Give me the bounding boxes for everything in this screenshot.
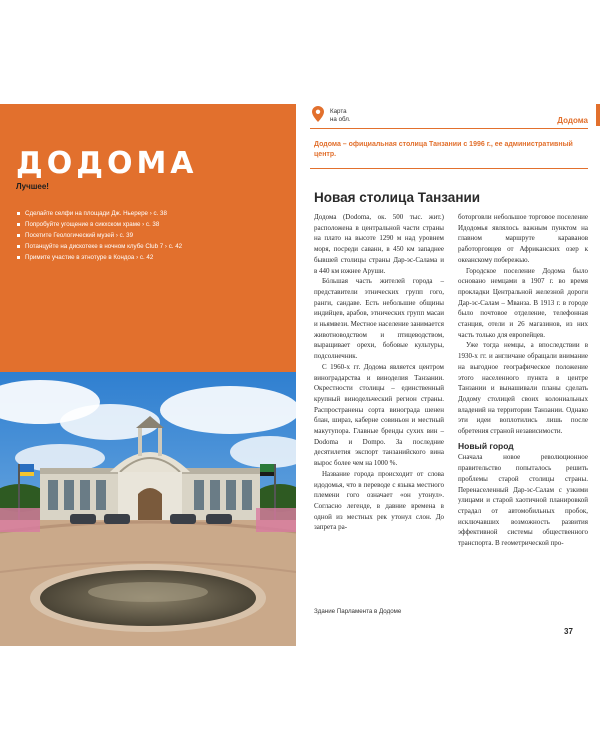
intro-text: Додома – официальная столица Танзании с 1996 г., ее административный центр. — [314, 141, 573, 158]
paragraph: Городское поселение Додома было основано немцами в 1907 г. во время прокладки Центральной железной дороги Дар-эс-Салам – Мванза. В 1913 г. в городе было почтовое отделение, телефонная станция, отели и 26 магазинов, из них часть только для европейцев. — [458, 266, 588, 339]
best-item: Потанцуйте на дискотеке в ночном клубе Club 7 › с. 42 — [16, 241, 182, 252]
text-column-left — [314, 212, 444, 642]
left-page — [0, 104, 296, 646]
parliament-photo — [0, 372, 296, 646]
intro-rule — [310, 168, 588, 169]
text-column-right — [458, 212, 588, 642]
paragraph: Додома (Dodoma, ок. 500 тыс. жит.) расположена в центральной части страны на плато на высоте 1290 м над уровнем моря, посреди саванн, в 450 км западнее бывшей столицы страны Дар-эс-Салама и в 440 км южнее Аруши. — [314, 213, 444, 275]
map-pin-icon — [312, 106, 324, 122]
edge-tab — [596, 104, 600, 126]
paragraph: Бóльшая часть жителей города – представители этнических групп гого, ранги, сандаве. Есть небольшие общины индийцев, арабов, этнических групп масаи и ньямвези. Местное население занимается животноводством и птицеводством, выращивает орехи, бобовые культуры, подсолнечник. — [314, 277, 444, 361]
best-item: Сделайте селфи на площади Дж. Ньерере › с. 38 — [16, 208, 182, 219]
best-item: Попробуйте угощение в сикхском храме › с. 38 — [16, 219, 182, 230]
city-title: ДОДОМА — [16, 146, 198, 181]
right-page — [310, 104, 592, 646]
paragraph: С 1960-х гг. Додома является центром виноградарства и виноделия Танзании. Окрестности столицы – единственный крупный винодельческий регион страны. Распространены сорта винограда шенен блан, шираз, каберне совиньон и местный макутупора. Главные бренды сухих вин – Dodoma и Dompo. За последние десятилетия экспорт танзанийского вина вырос более чем на 1000 %. — [314, 362, 444, 468]
map-reference-label: Карта на обл. — [330, 108, 351, 123]
best-item: Примите участие в этнотуре в Кондоа › с. 42 — [16, 252, 182, 263]
best-heading: Лучшее! — [16, 182, 49, 191]
header-rule — [310, 128, 588, 129]
section-title: Новая столица Танзании — [314, 190, 481, 205]
paragraph: боторговли небольшое торговое поселение Идодомья являлось важным пунктом на главном маршруте караванов работорговцев от Африканских озер к океанскому побережью. — [458, 213, 588, 264]
paragraph: Уже тогда немцы, а впоследствии в 1930-х гг. и англичане обращали внимание на выгодное географическое положение этого населенного пункта в центре Танзании и вынашивали планы сделать Додому столицей своих колониальных владений на территории Танзании. Однако эти идеи воплотились лишь после обретения страной независимости. — [458, 341, 588, 436]
paragraph: Название города происходит от слова идодомья, что в переводе с языка местного племени гого означает «он утонул». Согласно легенде, в давние времена в одной из местных рек утонул слон. До запрета ра- — [314, 469, 444, 532]
best-list — [16, 208, 182, 263]
best-item: Посетите Геологический музей › с. 39 — [16, 230, 182, 241]
subheading: Новый город — [458, 440, 514, 451]
orange-title-panel — [0, 104, 296, 372]
page-number: 37 — [564, 627, 573, 636]
running-head: Додома — [557, 116, 588, 125]
photo-caption: Здание Парламента в Додоме — [314, 608, 402, 615]
paragraph: Сначала новое революционное правительство попыталось решить проблемы старой столицы страны. Перенаселенный Дар-эс-Салам с узкими улицами и старой хаотичной планировкой страдал от автомобильных пробок, исключавших возможность развития эффективной системы общественного транспорта. В геометрической про- — [458, 453, 588, 548]
